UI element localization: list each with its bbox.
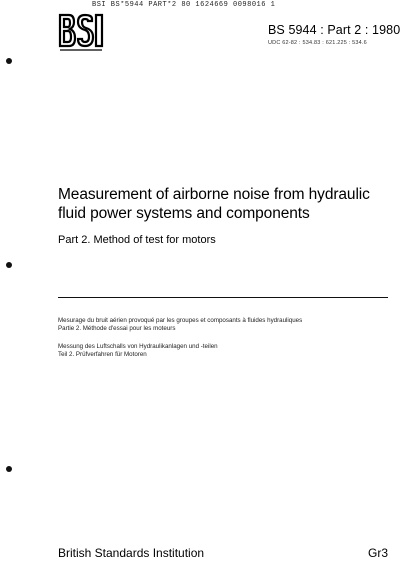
bsi-logo-icon — [58, 13, 104, 53]
document-title: Measurement of airborne noise from hydraulic fluid power systems and components — [58, 186, 370, 222]
german-title-block — [58, 343, 388, 359]
title-divider — [58, 297, 388, 298]
scan-header-text: BSI BS*5944 PART*2 80 1624669 0098016 1 — [92, 1, 276, 9]
french-title-block — [58, 317, 388, 333]
document-part-title: Part 2. Method of test for motors — [58, 234, 216, 246]
german-part-line: Teil 2. Prüfverfahren für Motoren — [58, 351, 147, 358]
punch-hole-mark — [6, 262, 12, 268]
udc-classification: UDC 62-82 : 534.83 : 621.225 : 534.6 — [268, 40, 367, 46]
french-part-line: Partie 2. Méthode d'essai pour les moteurs — [58, 325, 176, 332]
publisher-name: British Standards Institution — [58, 546, 205, 560]
price-group-code: Gr3 — [368, 546, 389, 560]
standard-number: BS 5944 : Part 2 : 1980 — [268, 23, 401, 37]
punch-hole-mark — [6, 466, 12, 472]
scan-header — [92, 1, 324, 10]
french-title-line: Mesurage du bruit aérien provoqué par les groupes et composants à fluides hydrauliques — [58, 317, 303, 324]
german-title-line: Messung des Luftschalls von Hydraulikanlagen und -teilen — [58, 343, 218, 350]
punch-hole-mark — [6, 58, 12, 64]
